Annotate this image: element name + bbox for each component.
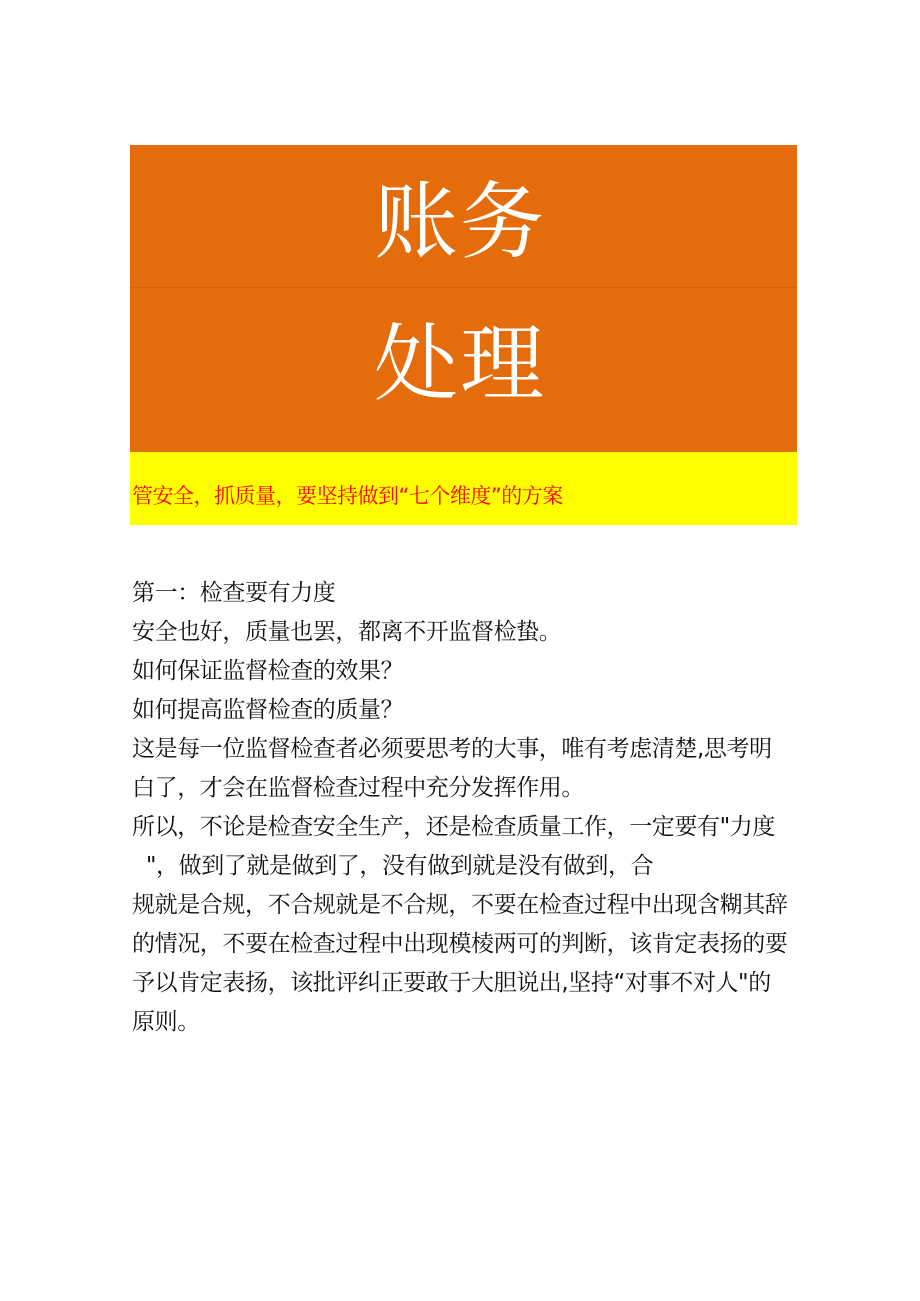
body-line: 如何提高监督检查的质量？ <box>132 697 404 723</box>
body-text <box>132 574 802 1042</box>
section-heading: 第一：检查要有力度 <box>132 580 336 606</box>
title-divider <box>130 287 797 288</box>
body-line: 的情况，不要在检查过程中出现模棱两可的判断，该肯定表扬的要 <box>132 931 788 957</box>
body-line: 原则。 <box>132 1009 200 1035</box>
title-line-1: 账务 <box>373 173 546 271</box>
body-line: "，做到了就是做到了，没有做到就是没有做到，合 <box>132 853 654 879</box>
body-line: 所以，不论是检查安全生产，还是检查质量工作，一定要有"力度 <box>132 814 775 840</box>
body-line: 这是每一位监督检查者必须要思考的大事，唯有考虑清楚,思考明 <box>132 736 772 762</box>
body-line: 安全也好，质量也罢，都离不开监督检蛰。 <box>132 619 562 645</box>
body-line: 予以肯定表扬，该批评纠正要敢于大胆说出,坚持“对事不对人"的 <box>132 970 771 996</box>
body-line: 白了，才会在监督检查过程中充分发挥作用。 <box>132 775 585 801</box>
body-line: 如何保证监督检查的效果？ <box>132 658 404 684</box>
body-line: 规就是合规，不合规就是不合规，不要在检查过程中出现含糊其辞 <box>132 892 788 918</box>
subtitle: 管安全，抓质量，要坚持做到“七个维度”的方案 <box>132 484 563 508</box>
title-line-2: 处理 <box>373 315 546 413</box>
